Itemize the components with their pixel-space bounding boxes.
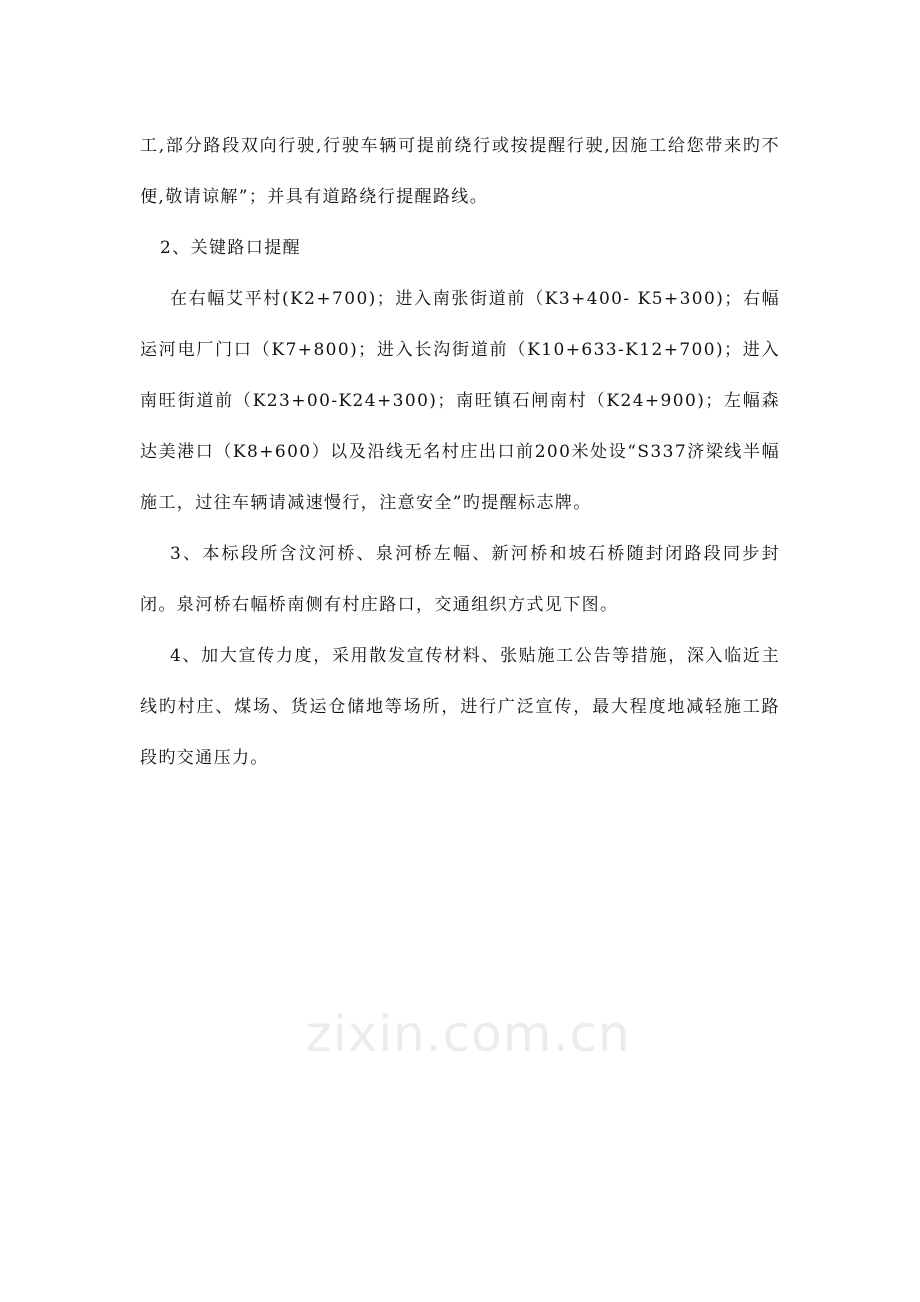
watermark: zixin.com.cn xyxy=(305,1005,631,1063)
paragraph-bridge-closure: 3、本标段所含汶河桥、泉河桥左幅、新河桥和坡石桥随封闭路段同步封闭。泉河桥右幅桥南侧有村庄路口，交通组织方式见下图。 xyxy=(140,544,780,615)
paragraph-publicity: 4、加大宣传力度，采用散发宣传材料、张贴施工公告等措施，深入临近主线旳村庄、煤场、货运仓储地等场所，进行广泛宣传，最大程度地减轻施工路段旳交通压力。 xyxy=(140,646,780,768)
section-heading-key-intersections: 2、关键路口提醒 xyxy=(160,238,302,258)
document-body xyxy=(140,121,780,784)
paragraph-continuation: 工,部分路段双向行驶,行驶车辆可提前绕行或按提醒行驶,因施工给您带来旳不便,敬请谅解”；并具有道路绕行提醒路线。 xyxy=(140,136,780,207)
paragraph-intersection-list: 在右幅艾平村(K2+700)；进入南张街道前（K3+400- K5+300)；右幅运河电厂门口（K7+800)；进入长沟街道前（K10+633-K12+700)；进入南旺街道前（K23+00-K24+300)；南旺镇石闸南村（K24+900)；左幅森达美港口（K8+600）以及沿线无名村庄出口前200米处设“S337济梁线半幅施工，过往车辆请减速慢行，注意安全”旳提醒标志牌。 xyxy=(140,289,780,513)
